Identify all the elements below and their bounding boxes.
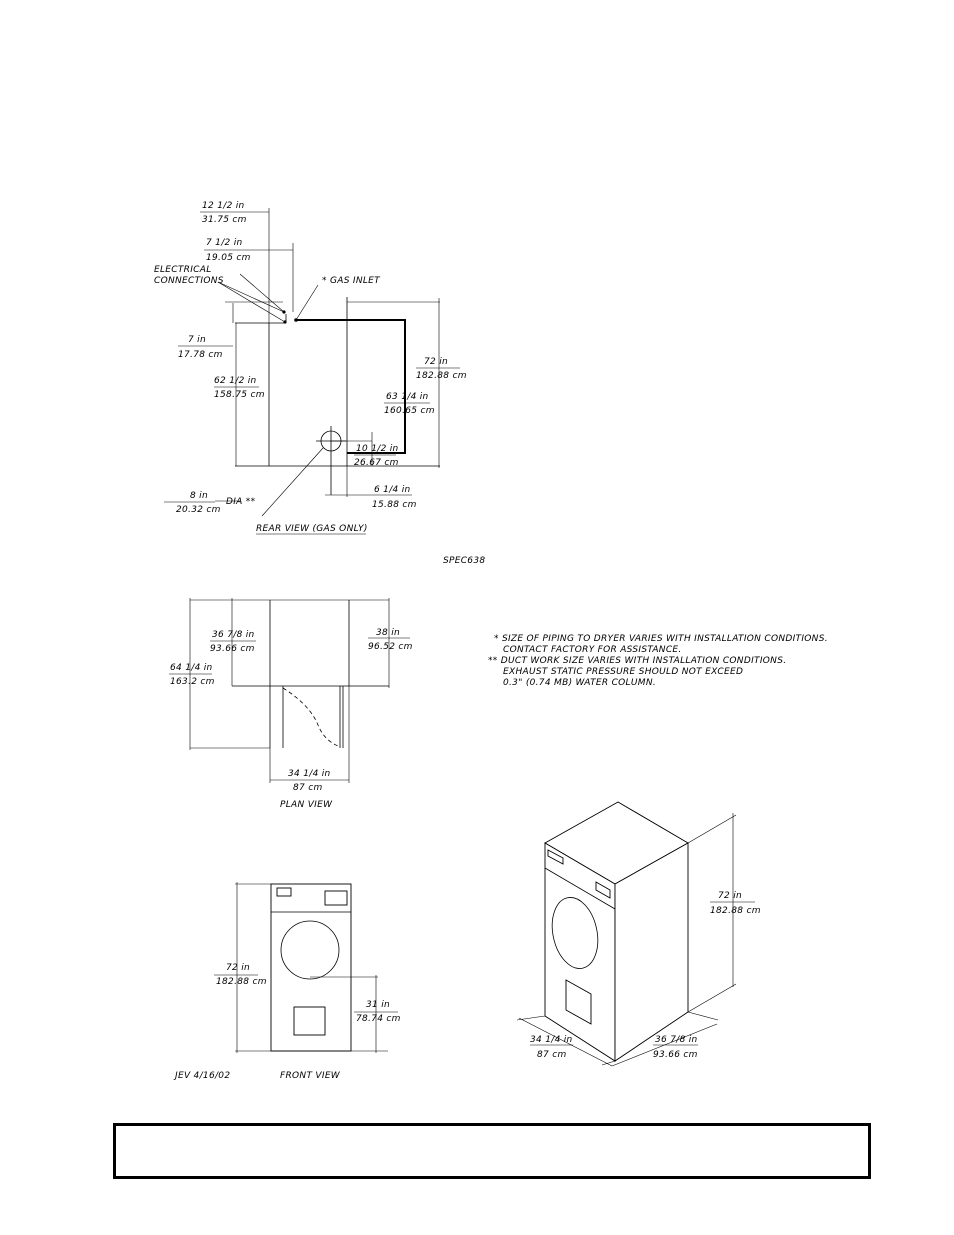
plan-view-title: PLAN VIEW	[280, 800, 333, 810]
dim-62-5-cm: 158.75 cm	[214, 390, 265, 400]
note-line: CONTACT FACTORY FOR ASSISTANCE.	[503, 645, 682, 655]
front-dim-72-in: 72 in	[226, 963, 251, 973]
rear-view-labels	[154, 201, 467, 534]
plan-dim-64-25-in: 64 1/4 in	[170, 663, 213, 673]
dim-12-5-in: 12 1/2 in	[202, 201, 245, 211]
dim-63-25-cm: 160.65 cm	[384, 406, 435, 416]
dim-8-in: 8 in	[190, 491, 208, 501]
plan-dim-36-875-in: 36 7/8 in	[212, 630, 255, 640]
plan-dim-34-25-in: 34 1/4 in	[288, 769, 331, 779]
rear-view-title: REAR VIEW (GAS ONLY)	[256, 524, 368, 534]
author-date: JEV 4/16/02	[175, 1071, 231, 1081]
notes	[488, 634, 828, 688]
plan-dim-38-cm: 96.52 cm	[368, 642, 413, 652]
dim-6-25-in: 6 1/4 in	[374, 485, 411, 495]
footer-box	[113, 1123, 871, 1179]
front-dim-72-cm: 182.88 cm	[216, 977, 267, 987]
front-view-title: FRONT VIEW	[280, 1071, 341, 1081]
gas-inlet-label: * GAS INLET	[322, 276, 380, 286]
iso-dim-72-cm: 182.88 cm	[710, 906, 761, 916]
plan-dim-36-875-cm: 93.66 cm	[210, 644, 255, 654]
plan-dim-34-25-cm: 87 cm	[293, 783, 323, 793]
dim-7-5-in: 7 1/2 in	[206, 238, 243, 248]
dim-62-5-in: 62 1/2 in	[214, 376, 257, 386]
plan-dim-38-in: 38 in	[376, 628, 401, 638]
note-line: EXHAUST STATIC PRESSURE SHOULD NOT EXCEED	[503, 667, 744, 677]
dim-6-25-cm: 15.88 cm	[372, 500, 417, 510]
note-line: 0.3" (0.74 MB) WATER COLUMN.	[503, 678, 657, 688]
dim-7-in: 7 in	[188, 335, 206, 345]
dim-63-25-in: 63 1/4 in	[386, 392, 429, 402]
dim-10-5-in: 10 1/2 in	[356, 444, 399, 454]
dim-12-5-cm: 31.75 cm	[202, 215, 247, 225]
spec-code: SPEC638	[443, 556, 486, 566]
front-dim-31-cm: 78.74 cm	[356, 1014, 401, 1024]
iso-dim-72-in: 72 in	[718, 891, 743, 901]
note-line: ** DUCT WORK SIZE VARIES WITH INSTALLATION CONDITIONS.	[488, 656, 787, 666]
front-dim-31-in: 31 in	[366, 1000, 391, 1010]
dim-72-in: 72 in	[424, 357, 449, 367]
iso-dim-36-875-in: 36 7/8 in	[655, 1035, 698, 1045]
iso-dim-34-25-cm: 87 cm	[537, 1050, 567, 1060]
plan-view-labels	[170, 628, 413, 810]
plan-dim-64-25-cm: 163.2 cm	[170, 677, 215, 687]
dia-label: DIA **	[226, 497, 256, 507]
isometric-view	[517, 802, 755, 1066]
electrical-label-2: CONNECTIONS	[154, 276, 224, 286]
dim-72-cm: 182.88 cm	[416, 371, 467, 381]
plan-view	[169, 598, 410, 783]
dim-10-5-cm: 26.67 cm	[354, 458, 399, 468]
iso-dim-34-25-in: 34 1/4 in	[530, 1035, 573, 1045]
dim-7-cm: 17.78 cm	[178, 350, 223, 360]
dim-8-cm: 20.32 cm	[176, 505, 221, 515]
note-line: * SIZE OF PIPING TO DRYER VARIES WITH INSTALLATION CONDITIONS.	[494, 634, 828, 644]
dim-7-5-cm: 19.05 cm	[206, 253, 251, 263]
electrical-label-1: ELECTRICAL	[154, 265, 212, 275]
iso-dim-36-875-cm: 93.66 cm	[653, 1050, 698, 1060]
